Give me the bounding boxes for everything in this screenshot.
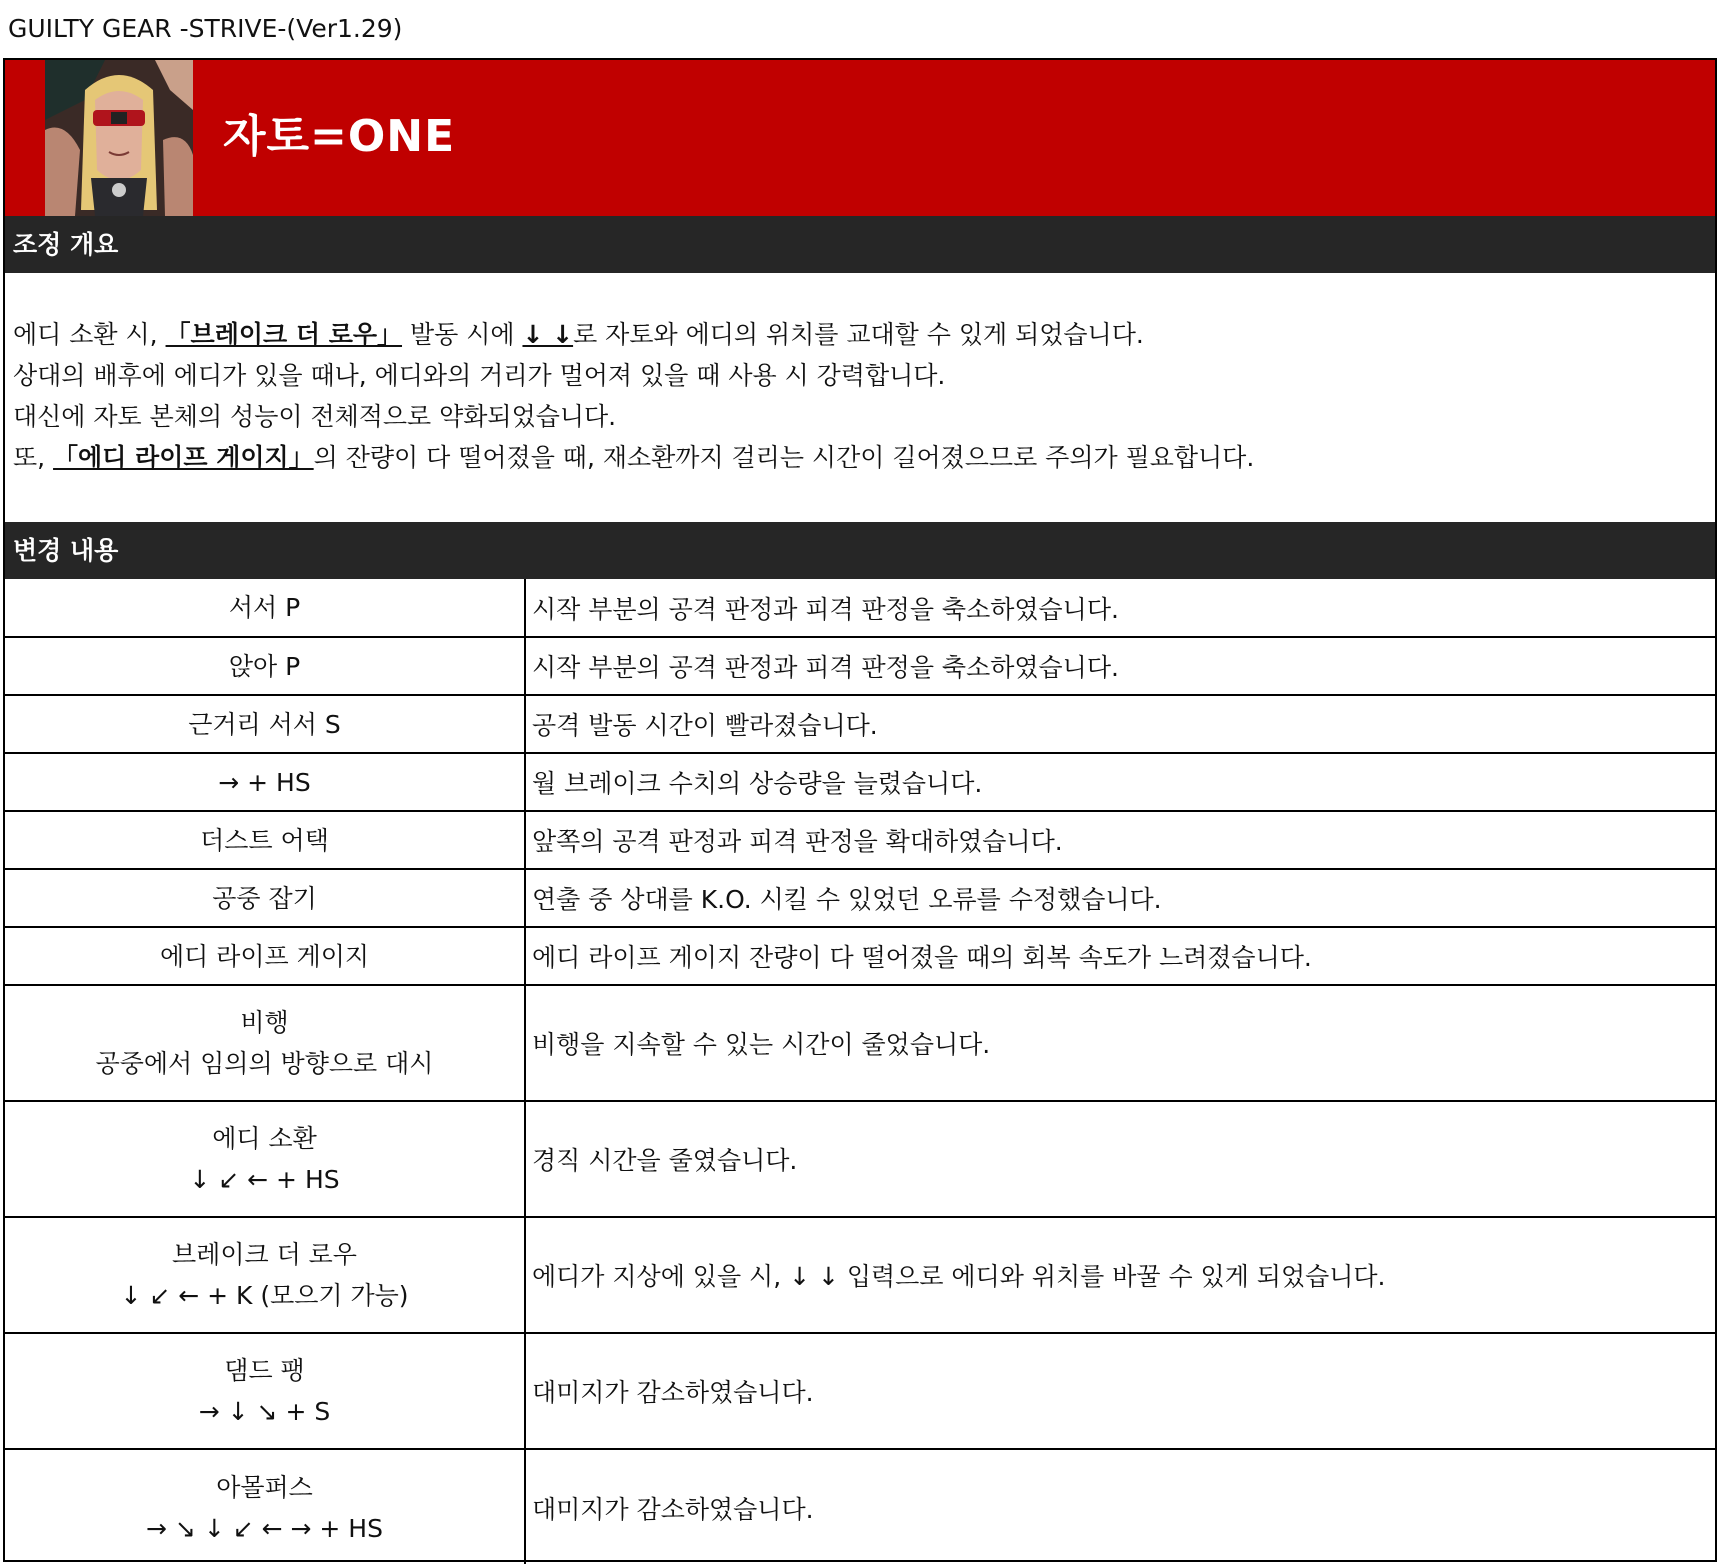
overview-line-1: [13, 314, 1703, 355]
patch-notes-panel: [3, 58, 1717, 1562]
break-the-law-link[interactable]: 「브레이크 더 로우」: [165, 320, 403, 349]
character-name: 자토=ONE: [223, 111, 456, 162]
move-name: 아몰퍼스: [216, 1472, 313, 1502]
move-name: 브레이크 더 로우: [172, 1240, 357, 1269]
move-name-cell: [5, 637, 525, 695]
move-name-cell: [5, 811, 525, 869]
move-command: 공중에서 임의의 방향으로 대시: [95, 1049, 434, 1078]
changes-table: [5, 579, 1715, 1564]
overview-line-1-text-a: 에디 소환 시,: [13, 320, 166, 349]
move-name: 에디 소환: [212, 1124, 317, 1153]
overview-summary: [13, 314, 1703, 478]
overview-line-1-text-b: 발동 시에: [402, 320, 523, 349]
move-name-cell: [5, 927, 525, 985]
move-name-cell: [5, 985, 525, 1101]
change-description: 시작 부분의 공격 판정과 피격 판정을 축소하였습니다.: [525, 579, 1715, 637]
character-portrait: [45, 60, 193, 216]
overview-line-1-text-c: 로 자토와 에디의 위치를 교대할 수 있게 되었습니다.: [573, 320, 1144, 349]
input-arrows: ↓ ↓: [522, 320, 574, 349]
table-row: [5, 637, 1715, 695]
move-name-cell: [5, 1217, 525, 1333]
move-name: 댐드 팽: [224, 1356, 305, 1385]
table-row: [5, 695, 1715, 753]
move-command: ↓ ↙ ← + K (모으기 가능): [120, 1281, 409, 1310]
table-row: [5, 1333, 1715, 1449]
document-title: GUILTY GEAR -STRIVE-(Ver1.29): [8, 14, 403, 43]
move-command: → ↓ ↘ + S: [198, 1397, 331, 1426]
table-row: [5, 753, 1715, 811]
move-name: 앉아 P: [228, 651, 301, 681]
table-row: [5, 985, 1715, 1101]
change-description: 에디 라이프 게이지 잔량이 다 떨어졌을 때의 회복 속도가 느려졌습니다.: [525, 927, 1715, 985]
overview-line-3: 대신에 자토 본체의 성능이 전체적으로 약화되었습니다.: [13, 402, 617, 431]
change-description: 공격 발동 시간이 빨라졌습니다.: [525, 695, 1715, 753]
change-description: 대미지가 감소하였습니다.: [525, 1449, 1715, 1564]
change-description: 에디가 지상에 있을 시, ↓ ↓ 입력으로 에디와 위치를 바꿀 수 있게 되었습니다.: [525, 1217, 1715, 1333]
table-row: [5, 1101, 1715, 1217]
change-description: 월 브레이크 수치의 상승량을 늘렸습니다.: [525, 753, 1715, 811]
move-command: ↓ ↙ ← + HS: [189, 1165, 340, 1194]
table-row: [5, 811, 1715, 869]
move-name-cell: [5, 869, 525, 927]
overview-line-2: 상대의 배후에 에디가 있을 때나, 에디와의 거리가 멀어져 있을 때 사용 시 강력합니다.: [13, 361, 946, 390]
move-name: → + HS: [218, 767, 311, 797]
move-name-cell: [5, 1101, 525, 1217]
move-name-cell: [5, 1333, 525, 1449]
move-name: 에디 라이프 게이지: [159, 941, 370, 971]
table-row: [5, 1449, 1715, 1564]
overview-line-4-text-b: 의 잔량이 다 떨어졌을 때, 재소환까지 걸리는 시간이 길어졌으므로 주의가 필요합니다.: [313, 443, 1255, 472]
move-name-cell: [5, 1449, 525, 1564]
table-row: [5, 927, 1715, 985]
change-description: 대미지가 감소하였습니다.: [525, 1333, 1715, 1449]
change-description: 연출 중 상대를 K.O. 시킬 수 있었던 오류를 수정했습니다.: [525, 869, 1715, 927]
table-row: [5, 869, 1715, 927]
move-name: 서서 P: [228, 593, 301, 622]
eddie-life-gauge-link[interactable]: 「에디 라이프 게이지」: [53, 443, 314, 472]
overview-heading: 조정 개요: [5, 216, 1715, 273]
move-name-cell: [5, 579, 525, 637]
overview-line-4: [13, 437, 1703, 478]
changes-heading: 변경 내용: [5, 522, 1715, 579]
move-name: 근거리 서서 S: [188, 709, 341, 739]
change-description: 비행을 지속할 수 있는 시간이 줄었습니다.: [525, 985, 1715, 1101]
move-name-cell: [5, 695, 525, 753]
overview-line-4-text-a: 또,: [13, 443, 54, 472]
table-row: [5, 579, 1715, 637]
change-description: 경직 시간을 줄였습니다.: [525, 1101, 1715, 1217]
move-name: 더스트 어택: [200, 825, 329, 855]
character-banner: [5, 60, 1715, 216]
table-row: [5, 1217, 1715, 1333]
change-description: 앞쪽의 공격 판정과 피격 판정을 확대하였습니다.: [525, 811, 1715, 869]
move-name: 비행: [240, 1008, 289, 1037]
move-name-cell: [5, 753, 525, 811]
move-name: 공중 잡기: [212, 883, 317, 913]
move-command: → ↘ ↓ ↙ ← → + HS: [146, 1513, 383, 1543]
change-description: 시작 부분의 공격 판정과 피격 판정을 축소하였습니다.: [525, 637, 1715, 695]
